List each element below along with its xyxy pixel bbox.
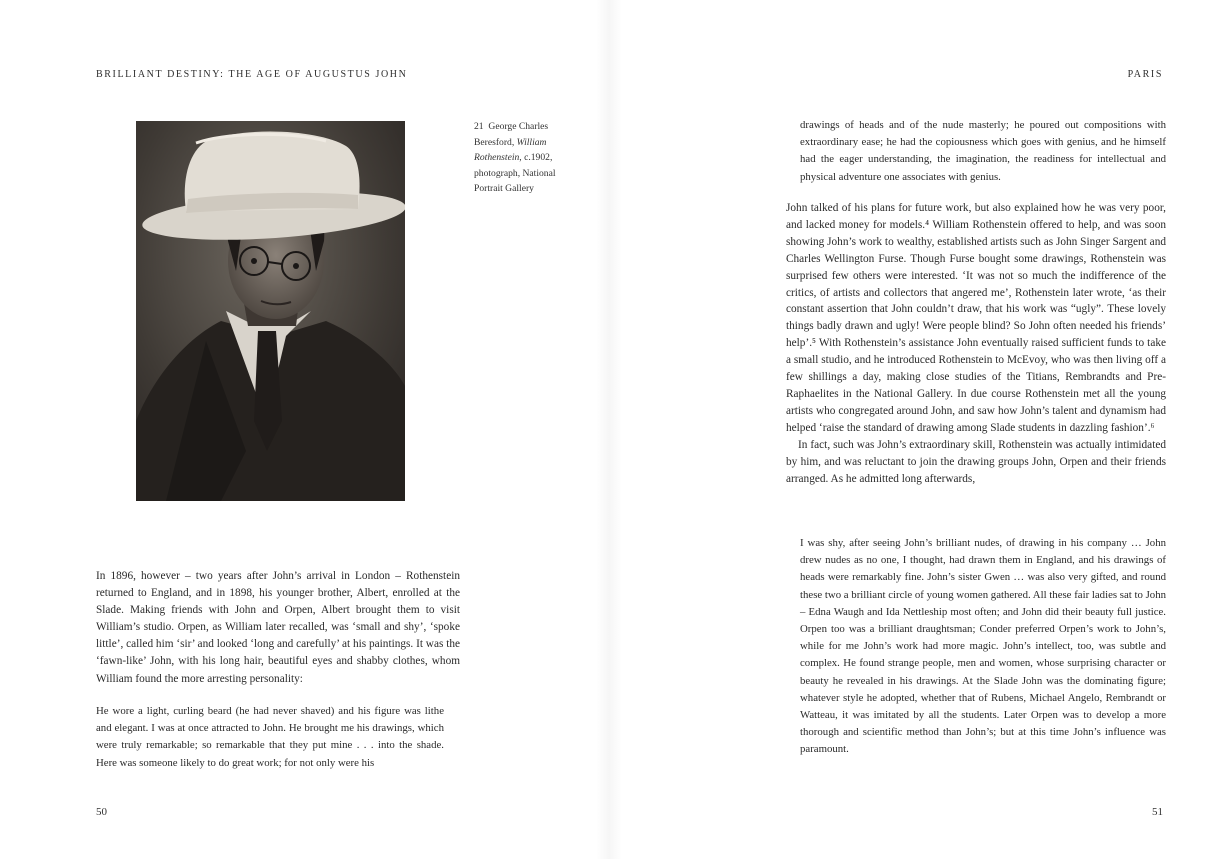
block-quote-continued: drawings of heads and of the nude masterly; he poured out compositions with extraordinary ease; he had the copiousness which goes with genius, and he himself had the eager understanding, the imagination, the readiness for intellectual and physical adventure one associates with genius.: [800, 119, 1166, 183]
right-page: [609, 0, 1219, 859]
body-text-right: [786, 200, 1166, 487]
block-quote-left: He wore a light, curling beard (he had never shaved) and his figure was lithe and elegant. I was at once attracted to John. He brought me his drawings, which were truly remarkable; so remarkable that they put mine . . . into the shade. Here was someone likely to do great work; for not only were his: [96, 705, 444, 769]
portrait-photograph: [136, 121, 405, 501]
portrait-illustration: [136, 121, 405, 501]
page-number-left: 50: [96, 806, 107, 818]
paragraph: In 1896, however – two years after John’s arrival in London – Rothenstein returned to England, and in 1898, his younger brother, Albert, enrolled at the Slade. Making friends with John and Orpen, Albert brought them to visit William’s studio. Orpen, as William later recalled, was ‘small and shy’, ‘spoke little’, called him ‘sir’ and looked ‘long and carefully’ at his paintings. It was the ‘fawn-like’ John, with his long hair, beautiful eyes and shabby clothes, whom William found the more arresting personality:: [96, 570, 460, 685]
caption-text-before: George Charles Beresford,: [474, 121, 549, 148]
block-quote-right: I was shy, after seeing John’s brilliant nudes, of drawing in his company … John drew nudes as no one, I thought, had drawn them in England, and his drawings of heads were remarkably fine. John’s sister Gwen … was also very gifted, and round these two a brilliant circle of young women gathered. All these fair ladies sat to John – Edna Waugh and Ida Nettleship most often; and John did their beauty full justice. Orpen too was a brilliant draughtsman; Conder preferred Orpen’s work to John’s, while for me John’s work had more magic. John’s intellect, too, was subtle and complex. He found strange people, men and women, whose surprising character or beauty he revealed in his drawings. At the Slade John was the dominating figure; whatever style he adopted, whether that of Rubens, Michael Angelo, Rembrandt or Watteau, it was imitated by all the students. Later Orpen was to develop a more thorough and scientific method than John’s; but at this time John’s influence was paramount.: [800, 537, 1166, 756]
running-head-left: BRILLIANT DESTINY: THE AGE OF AUGUSTUS JOHN: [96, 69, 408, 80]
caption-title: William Rothenstein: [474, 136, 547, 163]
page-number-right: 51: [1152, 806, 1163, 818]
running-head-right: PARIS: [1127, 69, 1163, 80]
body-text-left: [96, 568, 460, 688]
paragraph: John talked of his plans for future work, but also explained how he was very poor, and lacked money for models.⁴ William Rothenstein offered to help, and was soon showing John’s work to wealthy, established artists such as John Singer Sargent and Charles Wellington Furse. Though Furse bought some drawings, Rothenstein was surprised few others were interested. ‘It was not so much the indifference of the critics, of artists and collectors that angered me’, Rothenstein later wrote, ‘as their constant assertion that John couldn’t draw, that his work was “ugly”. These lovely things badly drawn and ugly! Were people blind? So John often needed his friends’ help’.⁵ With Rothenstein’s assistance John eventually raised sufficient funds to take a small studio, and he introduced Rothenstein to McEvoy, who was then living off a few shillings a day, making close studies of the Titians, Rembrandts and Pre-Raphaelites in the National Gallery. In due course Rothenstein met all the young artists who congregated around John, and saw how John’s talent and dynamism had helped ‘raise the standard of drawing among Slade students in dazzling fashion’.⁶: [786, 202, 1166, 434]
caption-text-after: , c.1902, photograph, National Portrait Gallery: [474, 152, 556, 194]
caption-number: 21: [474, 121, 484, 132]
photo-caption: [474, 119, 584, 197]
paragraph: In fact, such was John’s extraordinary skill, Rothenstein was actually intimidated by him, and was reluctant to join the drawing groups John, Orpen and their friends arranged. As he admitted long afterwards,: [786, 438, 1166, 485]
left-page: [0, 0, 609, 859]
